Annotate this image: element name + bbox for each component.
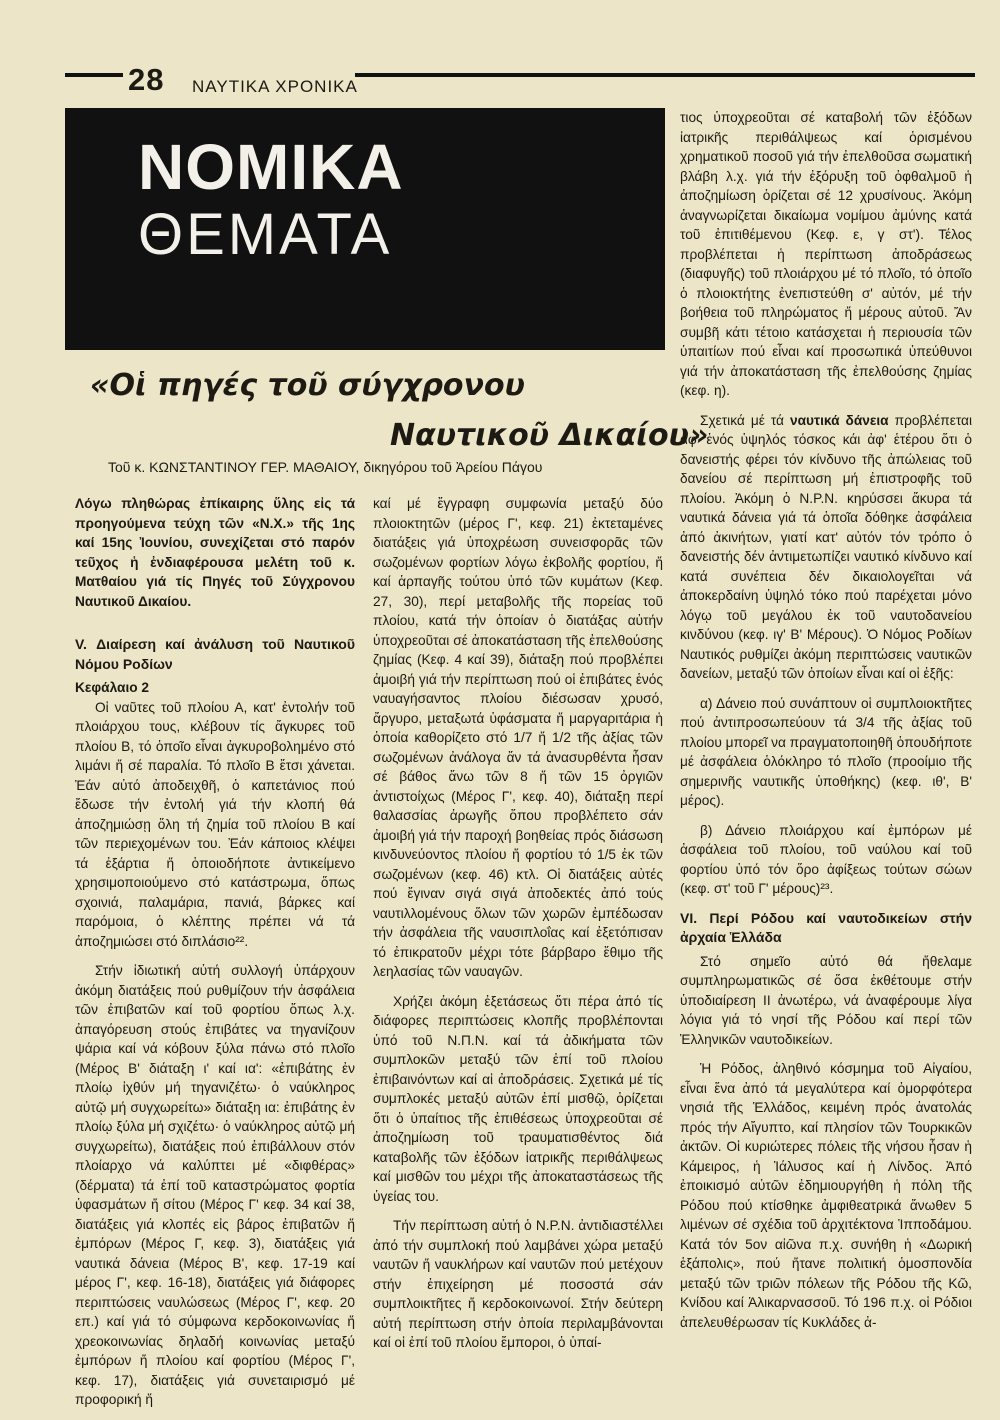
paragraph: καί μέ ἔγγραφη συμφωνία μεταξύ δύο πλοιοκτητῶν (μέρος Γ', κεφ. 21) ἐκτεταμένες διατάξεις γιά ὑποχρέωση συνεισφορᾶς τῶν σωζομένων φορτίων λόγω ἐκβολῆς φορτίου, ἤ καί ἁρπαγῆς τούτου ὑπό τῶν κυμάτων (Κεφ. 27, 30), περί μεταβολῆς τῆς πορείας τοῦ πλοίου, κατά τήν ὁποίαν ὁ διατάξας αὐτήν ὑποχρεοῦται σέ ἀποκατάσταση τῆς ἐπελθούσης ζημίας (Κεφ. 4 καί 39), διάταξη πού προβλέπει ἀμοιβή γιά τήν περίπτωση πού οἱ ἐπιβάτες ἑνός ναυαγήσαντος πλοίου διέσωσαν χρυσό, ἄργυρο, μεταξωτά ὑφάσματα ἤ μαργαριτάρια ἡ ὁποία καθορίζετο στό 1/7 ἤ 1/2 τῆς ἀξίας τῶν σωζομένων ἀνάλογα ἄν τά ἀνασυρθέντα ἦσαν σέ βάθος ἄνω τῶν 8 ἤ τῶν 15 ὀργιῶν ἀντιστοίχως (Μέρος Γ', κεφ. 40), διάταξη περί θαλασσίας ἀρωγῆς ὅπου προβλέπετο σάν ἀμοιβή γιά τήν παροχή βοηθείας πρός διάσωση κινδυνεύοντος πλοίου ἤ φορτίου τό 1/5 ἐκ τῶν σωζομένων (κεφ. 46) κτλ. Οἱ διατάξεις αὐτές πού ἔγιναν σιγά σιγά ἀποδεκτές ἀπό τούς ναυτιλλομένους ὅλων τῶν χωρῶν ἐμπέδωσαν τήν ἀσφάλεια τῆς ναυσιπλοΐας καί ἐξετόπισαν τό ἐπικρατοῦν μέχρι τότε βάρβαρο ἔθιμο τῆς λεηλασίας τῶν ναυαγῶν. — [373, 496, 663, 979]
paragraph: α) Δάνειο πού συνάπτουν οἱ συμπλοιοκτῆτες πού ἀντιπροσωπεύουν τά 3/4 τῆς ἀξίας τοῦ πλοίου μπορεῖ να πραγματοποιηθῆ ὁπουδήποτε μέ ἀσφάλεια ὁλόκληρο τό πλοῖο (προοίμιο τῆς σημερινῆς ναυτικῆς ὑποθήκης) (κεφ. ιθ', Β' μέρος). — [680, 695, 973, 808]
intro-paragraph: Λόγω πληθώρας ἐπίκαιρης ὕλης εἰς τά προηγούμενα τεύχη τῶν «Ν.Χ.» τῆς 1ης καί 15ης Ἰουνίου, συνεχίζεται στό παρόν τεῦχος ἡ ἐνδιαφέρουσα μελέτη τοῦ κ. Ματθαίου γιά τίς Πηγές τοῦ Σύγχρονου Ναυτικοῦ Δικαίου. — [75, 496, 355, 609]
header-rule-right — [355, 73, 975, 77]
column-2 — [373, 494, 663, 1363]
paragraph: β) Δάνειο πλοιάρχου καί ἐμπόρων μέ ἀσφάλεια τοῦ πλοίου, τοῦ ναύλου καί τοῦ φορτίου ὑπό τόν ὅρο ἀφίξεως τούτων σώων (κεφ. στ' τοῦ Γ' μέρους)²³. — [680, 822, 972, 896]
paragraph: τιος ὑποχρεοῦται σέ καταβολή τῶν ἐξόδων ἰατρικῆς περιθάλψεως καί ὁρισμένου χρηματικοῦ ποσοῦ γιά τήν ἐπελθοῦσα σωματική βλάβη λ.χ. γιά τήν ἐξόρυξη τοῦ ὀφθαλμοῦ ἡ ἀποζημίωση ὁρίζεται σέ 12 χρυσίνους. Ἀκόμη ἀναγνωρίζεται δικαίωμα νομίμου ἀμύνης κατά τοῦ ἐπιτιθέμενου (Κεφ. ε, γ στ'). Τέλος προβλέπεται ἡ περίπτωση ἀποδράσεως (διαφυγῆς) τοῦ πλοιάρχου μέ τό πλοῖο, τό ὁποῖο ὁ πλοιοκτήτης ἐνεπιστεύθη σ' αὐτόν, μέ τήν βοήθεια τοῦ πληρώματος ἤ μέρους αὐτοῦ. Ἄν συμβῆ κάτι τέτοιο κατάσχεται ἡ περιουσία τῶν ὑπαιτίων πού εἶναι καί προσωπικά ὑπεύθυνοι γιά τήν ἀποκατάσταση τῆς ἐπελθούσης ζημίας (κεφ. η). — [680, 110, 972, 398]
section-banner — [65, 108, 665, 350]
paragraph: Χρήζει ἀκόμη ἐξετάσεως ὅτι πέρα ἀπό τίς διάφορες περιπτώσεις κλοπῆς προβλέπονται ὑπό τοῦ Ν.Π.Ν. καί τά ἀδικήματα τῶν συμπλοκῶν μεταξύ τῶν ἐπί τοῦ πλοίου ἐπιβαινόντων καί αἱ ἀποδράσεις. Σχετικά μέ τίς συμπλοκές μεταξύ αὐτῶν ἐπί μισθῷ, ὁρίζεται ὅτι ὁ ὑπαίτιος τῆς ἐπιθέσεως ὑποχρεοῦται σέ ἀποζημίωση τοῦ τραυματισθέντος διά καταβολῆς τῶν ἐξόδων ἰατρικῆς περιθάλψεως καί μισθῶν του μέχρι τῆς ἀποκαταστάσεως τῆς ὑγείας του. — [373, 993, 663, 1204]
paragraph: Ἡ Ρόδος, ἀληθινό κόσμημα τοῦ Αἰγαίου, εἶναι ἕνα ἀπό τά μεγαλύτερα καί ὀμορφότερα νησιά τῆς Ἑλλάδος, κειμένη πρός ἀνατολάς πρός τήν Αἴγυπτο, καί πλησίον τῶν Τουρκικῶν ἀκτῶν. Οἱ κυριώτερες πόλεις τῆς νήσου ἦσαν ἡ Κάμειρος, ἡ Ἰάλυσος καί ἡ Λίνδος. Ἀπό ἐποικισμό αὐτῶν ἐδημιουργήθη ἡ πόλη τῆς Ρόδου πού κτίσθηκε ἀμφιθεατρικά ἄνωθεν 5 λιμένων σέ σχέδια τοῦ ἀρχιτέκτονα Ἱπποδάμου. Κατά τόν 5ον αἰῶνα π.χ. συνήθη ἡ «Δωρική ἑξάπολις», πού ἤτανε πολιτική ὁμοσπονδία μεταξύ τῶν τριῶν πόλεων τῆς Ρόδου τῆς Κῶ, Κνίδου καί Ἁλικαρνασσοῦ. Τό 196 π.χ. οἱ Ρόδιοι ἀπελευθέρωσαν τίς Κυκλάδες ἀ- — [680, 1061, 972, 1330]
paragraph: Οἱ ναῦτες τοῦ πλοίου Α, κατ' ἐντολήν τοῦ πλοιάρχου τους, κλέβουν τίς ἄγκυρες τοῦ πλοίου Β, τό ὁποῖο εἶναι ἀγκυροβολημένο στό λιμάνι ἤ σέ παραλία. Τό πλοῖο Β ἔτσι χάνεται. Ἐάν αὐτό ἀποδειχθῆ, ὁ καπετάνιος πού ἔδωσε τήν ἐντολή γιά τήν κλοπή θά ἀποζημιώσῃ ὅλη τή ζημία τοῦ πλοίου Β καί τῶν περιεχομένων του. Ἐάν κάποιος κλέψει τά ἐξάρτια ἤ ὁποιοδήποτε ἀντικείμενο χρησιμοποιούμενο στό κατάστρωμα, ὅπως σχοινιά, παλαμάρια, πανιά, βάρκες καί παρόμοια, ὁ κλέπτης πρέπει νά τά ἀποζημιώσει στό διπλάσιο²². — [75, 699, 355, 949]
chapter-heading: Κεφάλαιο 2 — [75, 680, 150, 695]
magazine-name: ΝΑΥΤΙΚΑ ΧΡΟΝΙΚΑ — [192, 77, 358, 96]
page-number: 28 — [128, 62, 165, 97]
paragraph: Στήν ἰδιωτική αὐτή συλλογή ὑπάρχουν ἀκόμη διατάξεις πού ρυθμίζουν τήν ἀσφάλεια τῶν ἐπιβατῶν καί τοῦ φορτίου ὅπως λ.χ. ἀπαγόρευση στούς ἐπιβάτες να τηγανίζουν ψάρια καί νά κόβουν ξύλα πάνω στό πλοῖο (Μέρος Β' διάταξη ι' καί ια': «ἐπιβάτης ἐν πλοίῳ ἰχθύν μή τηγανιζέτω· ὁ ναύκληρος αὐτῷ μή συγχωρείτω» διάταξη ια: ἐπιβάτης ἐν πλοίῳ ξύλα μή σχιζέτω· ὁ ναύκληρος αὐτῷ μή συγχωρείτω), διατάξεις πού ἐπιβάλλουν στόν πλοίαρχο νά καλύπτει μέ «διφθέρας» (δέρματα) τά ἐπί τοῦ καταστρώματος φορτία ὑφασμάτων ἤ σίτου (Μέρος Γ' κεφ. 34 καί 38, διατάξεις γιά κλοπές εἰς βάρος ἐπιβατῶν ἤ ἐμπόρων (Μέρος Γ, κεφ. 3), διατάξεις γιά ναυτικά δάνεια (Μέρος Β', κεφ. 17-19 καί μέρος Γ', κεφ. 16-18), διατάξεις γιά διάφορες περιπτώσεις ναυλώσεως (Μέρος Γ', κεφ. 20 επ.) καί γιά τό σύμφωνα κερδοκοινωνίας ἤ χρεοκοινωνίας δηλαδή κοινωνίας μεταξύ ἐμπόρων ἤ πλοίου καί φορτίου (Μέρος Γ', κεφ. 17), διατάξεις γιά συνεταιρισμό μέ προφορική ἤ — [75, 963, 355, 1407]
keyword-naval-loans: ναυτικά δάνεια — [790, 412, 889, 428]
column-1 — [75, 494, 355, 1420]
section-heading-vi: VI. Περί Ρόδου καί ναυτοδικείων στήν ἀρχαία Ἑλλάδα — [680, 909, 972, 945]
article-title-line2: Ναυτικοῦ Δικαίου» — [390, 418, 709, 453]
paragraph: Στό σημεῖο αὐτό θά ἤθελαμε συμπληρωματικῶς σέ ὅσα ἐκθέτουμε στήν ὑποδιαίρεση ΙΙ ἀνωτέρω, νά ἀναφέρουμε λίγα λόγια γιά τό νησί τῆς Ρόδου καί περί τῶν Ἑλληνικῶν ναυτοδικείων. — [680, 953, 972, 1047]
header-rule-left — [65, 73, 123, 77]
text-run: Σχετικά μέ τά — [700, 412, 791, 428]
banner-title-line1: ΝΟΜΙΚΑ — [138, 131, 404, 203]
paragraph: Τήν περίπτωση αὐτή ὁ Ν.Ρ.Ν. ἀντιδιαστέλλει ἀπό τήν συμπλοκή πού λαμβάνει χώρα μεταξύ ναυτῶν ἤ ναυκλήρων καί ναυτῶν πού μετέχουν στήν ἐπιχείρηση μέ ποσοστά σάν συμπλοικτῆτες ἤ κερδοκοινωνοί. Στήν δεύτερη αὐτή περίπτωση στήν ὁποία περιλαμβάνονται καί οἱ ἐπί τοῦ πλοίου ἔμποροι, ὁ ὑπαί- — [373, 1218, 663, 1350]
article-title-line1: «Οἱ πηγές τοῦ σύγχρονου — [90, 368, 525, 403]
text-run: προβλέπεται ἀφ' ἑνός ὑψηλός τόσκος κάι ἀφ' ἑτέρου ὅτι ὁ δανειστής φέρει τόν κίνδυνο τῆς ἀπώλειας τοῦ δανείου σέ περίπτωση μή ἐπιστροφῆς τοῦ πλοίου. Ἀκόμη ὁ Ν.Ρ.Ν. κηρύσσει ἄκυρα τά ναυτικά δάνεια γιά τά ὁποῖα δόθηκε ἀσφάλεια ἀπό ἀκινήτων, γιατί κατ' αὐτόν τόν τρόπο ὁ δανειστής δέν ἀντιμετωπίζει ναυτικό κίνδυνο καί κατά συνέπεια δέν δικαιολογεῖται νά ἀποκερδαίνη ὑψηλό τόκο πού παρέχεται μόνο λόγῳ τοῦ μεγάλου ἐκ τοῦ ναυτοδανείου κινδύνου (κεφ. ιγ' Β' Μέρους). Ὁ Νόμος Ροδίων Ναυτικός ρυθμίζει ἀκόμη περιπτώσεις ναυτικῶν δανείων, μεταξύ τῶν ὁποίων εἶναι καί οἱ ἑξῆς: — [680, 412, 973, 681]
banner-title-line2: ΘΕΜΑΤΑ — [138, 202, 393, 267]
column-3 — [680, 108, 972, 1342]
section-heading-v: V. Διαίρεση καί ἀνάλυση τοῦ Ναυτικοῦ Νόμου Ροδίων — [75, 636, 355, 672]
byline: Τοῦ κ. ΚΩΝΣΤΑΝΤΙΝΟΥ ΓΕΡ. ΜΑΘΑΙΟΥ, δικηγόρου τοῦ Ἀρείου Πάγου — [108, 459, 543, 475]
paragraph — [680, 411, 972, 684]
